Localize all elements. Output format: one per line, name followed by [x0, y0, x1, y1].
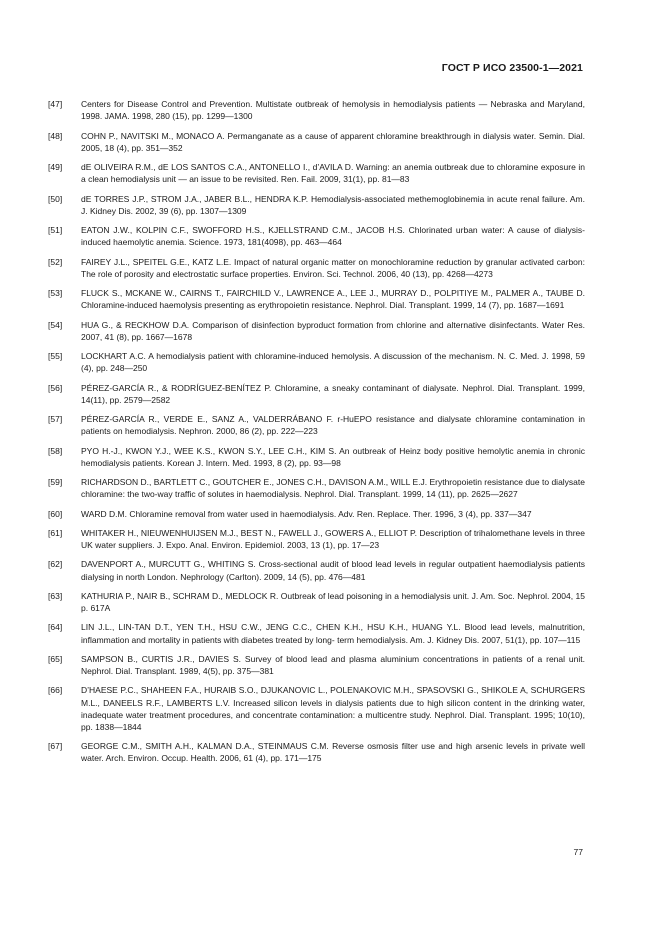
reference-item: [48, 740, 585, 764]
reference-item: [48, 508, 585, 520]
reference-item: [48, 256, 585, 280]
reference-text: FLUCK S., MCKANE W., CAIRNS T., FAIRCHILD V., LAWRENCE A., LEE J., MURRAY D., POLPITIYE M., PALMER A., TAUBE D. Chloramine-induced haemolysis presenting as erythropoietin resistance. Nephrol. Dial. Transplant. 1999, 14 (7), pp. 1687—1691: [81, 288, 585, 311]
document-standard-header: ГОСТ Р ИСО 23500-1—2021: [441, 62, 583, 74]
reference-list: [48, 98, 585, 772]
reference-item: [48, 287, 585, 311]
reference-item: [48, 476, 585, 500]
reference-item: [48, 413, 585, 437]
reference-text: dE OLIVEIRA R.M., dE LOS SANTOS C.A., ANTONELLO I., d’AVILA D. Warning: an anemia outbreak due to chloramine exposure in a clean hemodialysis unit — an issue to be revisited. Ren. Fail. 2009, 31(1), pp. 81—83: [81, 162, 585, 185]
reference-number: [67]: [48, 741, 63, 752]
reference-text: GEORGE C.M., SMITH A.H., KALMAN D.A., STEINMAUS C.M. Reverse osmosis filter use and high arsenic levels in private well water. Arch. Environ. Occup. Health. 2006, 61 (4), pp. 171—175: [81, 741, 585, 764]
reference-number: [63]: [48, 590, 63, 601]
reference-text: KATHURIA P., NAIR B., SCHRAM D., MEDLOCK R. Outbreak of lead poisoning in a hemodialysis unit. J. Am. Soc. Nephrol. 2004, 15 p. 617A: [81, 590, 585, 613]
reference-number: [66]: [48, 685, 63, 696]
reference-number: [56]: [48, 382, 63, 393]
reference-text: Centers for Disease Control and Prevention. Multistate outbreak of hemolysis in hemodialysis patients — Nebraska and Maryland, 1998. JAMA. 1998, 280 (15), pp. 1299—1300: [81, 99, 585, 122]
reference-item: [48, 445, 585, 469]
reference-number: [51]: [48, 225, 63, 235]
reference-text: LIN J.L., LIN-TAN D.T., YEN T.H., HSU C.W., JENG C.C., CHEN K.H., HSU K.H., HUANG Y.L. Blood lead levels, malnutrition, inflammation and mortality in patients with diabetes treated by long- term hemodialysis. Am. J. Kidney Dis. 2007, 51(1), pp. 107—115: [81, 622, 585, 645]
reference-text: PYO H.-J., KWON Y.J., WEE K.S., KWON S.Y., LEE C.H., KIM S. An outbreak of Heinz body positive hemolytic anemia in chronic hemodialysis patients. Korean J. Intern. Med. 1993, 8 (2), pp. 93—98: [81, 445, 585, 468]
reference-item: [48, 382, 585, 406]
reference-text: SAMPSON B., CURTIS J.R., DAVIES S. Survey of blood lead and plasma aluminium concentrations in patients of a renal unit. Nephrol. Dial. Transplant. 1989, 4(5), pp. 375—381: [81, 653, 585, 676]
reference-item: [48, 161, 585, 185]
reference-text: RICHARDSON D., BARTLETT C., GOUTCHER E., JONES C.H., DAVISON A.M., WILL E.J. Erythropoietin resistance due to dialysate chloramine: the two-way traffic of solutes in haemodialysis. Nephrol. Dial. Transplant. 1999, 14 (11), pp. 2625—2627: [81, 477, 585, 500]
page-number: 77: [573, 847, 583, 857]
reference-item: [48, 621, 585, 645]
reference-item: [48, 98, 585, 122]
reference-number: [53]: [48, 288, 63, 298]
reference-item: [48, 350, 585, 374]
reference-text: WHITAKER H., NIEUWENHUIJSEN M.J., BEST N., FAWELL J., GOWERS A., ELLIOT P. Description of trihalomethane levels in three UK water suppliers. J. Expo. Anal. Environ. Epidemiol. 2003, 13 (1), pp. 17—23: [81, 527, 585, 550]
reference-number: [64]: [48, 622, 63, 633]
reference-number: [61]: [48, 527, 63, 538]
reference-number: [58]: [48, 445, 63, 456]
reference-text: PÉREZ-GARCÍA R., VERDE E., SANZ A., VALDERRÁBANO F. r-HuEPO resistance and dialysate chloramine contamination in patients on hemodialysis. Nephron. 2000, 86 (2), pp. 222—223: [81, 414, 585, 437]
reference-text: HUA G., & RECKHOW D.A. Comparison of disinfection byproduct formation from chlorine and alternative disinfectants. Water Res. 2007, 41 (8), pp. 1667—1678: [81, 319, 585, 342]
reference-number: [49]: [48, 162, 63, 172]
reference-number: [47]: [48, 99, 63, 109]
reference-text: DAVENPORT A., MURCUTT G., WHITING S. Cross-sectional audit of blood lead levels in regular outpatient haemodialysis patients dialysing in north London. Nephrology (Carlton). 2009, 14 (5), pp. 476—481: [81, 559, 585, 582]
reference-text: PÉREZ-GARCÍA R., & RODRÍGUEZ-BENÍTEZ P. Chloramine, a sneaky contaminant of dialysate. Nephrol. Dial. Transplant. 1999, 14(11), pp. 2579—2582: [81, 382, 585, 405]
reference-item: [48, 653, 585, 677]
reference-item: [48, 130, 585, 154]
reference-number: [60]: [48, 508, 63, 519]
reference-text: COHN P., NAVITSKI M., MONACO A. Permanganate as a cause of apparent chloramine breakthrough in dialysis water. Semin. Dial. 2005, 18 (4), pp. 351—352: [81, 130, 585, 153]
reference-number: [54]: [48, 319, 63, 330]
reference-item: [48, 319, 585, 343]
reference-text: LOCKHART A.C. A hemodialysis patient with chloramine-induced hemolysis. A discussion of the mechanism. N. C. Med. J. 1998, 59 (4), pp. 248—250: [81, 351, 585, 374]
reference-number: [52]: [48, 256, 63, 267]
reference-number: [55]: [48, 351, 63, 361]
reference-text: WARD D.M. Chloramine removal from water used in haemodialysis. Adv. Ren. Replace. Ther. 1996, 3 (4), pp. 337—347: [81, 508, 532, 519]
reference-number: [57]: [48, 414, 63, 424]
reference-number: [59]: [48, 477, 63, 487]
reference-number: [62]: [48, 559, 63, 570]
reference-number: [48]: [48, 130, 63, 141]
reference-text: dE TORRES J.P., STROM J.A., JABER B.L., HENDRA K.P. Hemodialysis-associated methemoglobinemia in acute renal failure. Am. J. Kidney Dis. 2002, 39 (6), pp. 1307—1309: [81, 193, 585, 216]
reference-text: D’HAESE P.C., SHAHEEN F.A., HURAIB S.O., DJUKANOVIC L., POLENAKOVIC M.H., SPASOVSKI G., SHIKOLE A, SCHURGERS M.L., DANEELS R.F., LAMBERTS L.V. Increased silicon levels in dialysis patients due to high silicon content in the drinking water, inadequate water treatment procedures, and concentrate contamination: a multicentre study. Nephrol. Dial. Transplant. 1995; 10(10), pp. 1838—1844: [81, 685, 585, 732]
reference-text: EATON J.W., KOLPIN C.F., SWOFFORD H.S., KJELLSTRAND C.M., JACOB H.S. Chlorinated urban water: A cause of dialysis-induced haemolytic anemia. Science. 1973, 181(4098), pp. 463—464: [81, 225, 585, 248]
reference-item: [48, 590, 585, 614]
reference-text: FAIREY J.L., SPEITEL G.E., KATZ L.E. Impact of natural organic matter on monochloramine reduction by granular activated carbon: The role of porosity and electrostatic surface properties. Environ. Sci. Technol. 2006, 40 (13), pp. 4268—4273: [81, 256, 585, 279]
reference-number: [65]: [48, 653, 63, 664]
reference-item: [48, 527, 585, 551]
reference-item: [48, 224, 585, 248]
reference-number: [50]: [48, 193, 63, 204]
reference-item: [48, 558, 585, 582]
reference-item: [48, 684, 585, 733]
reference-item: [48, 193, 585, 217]
